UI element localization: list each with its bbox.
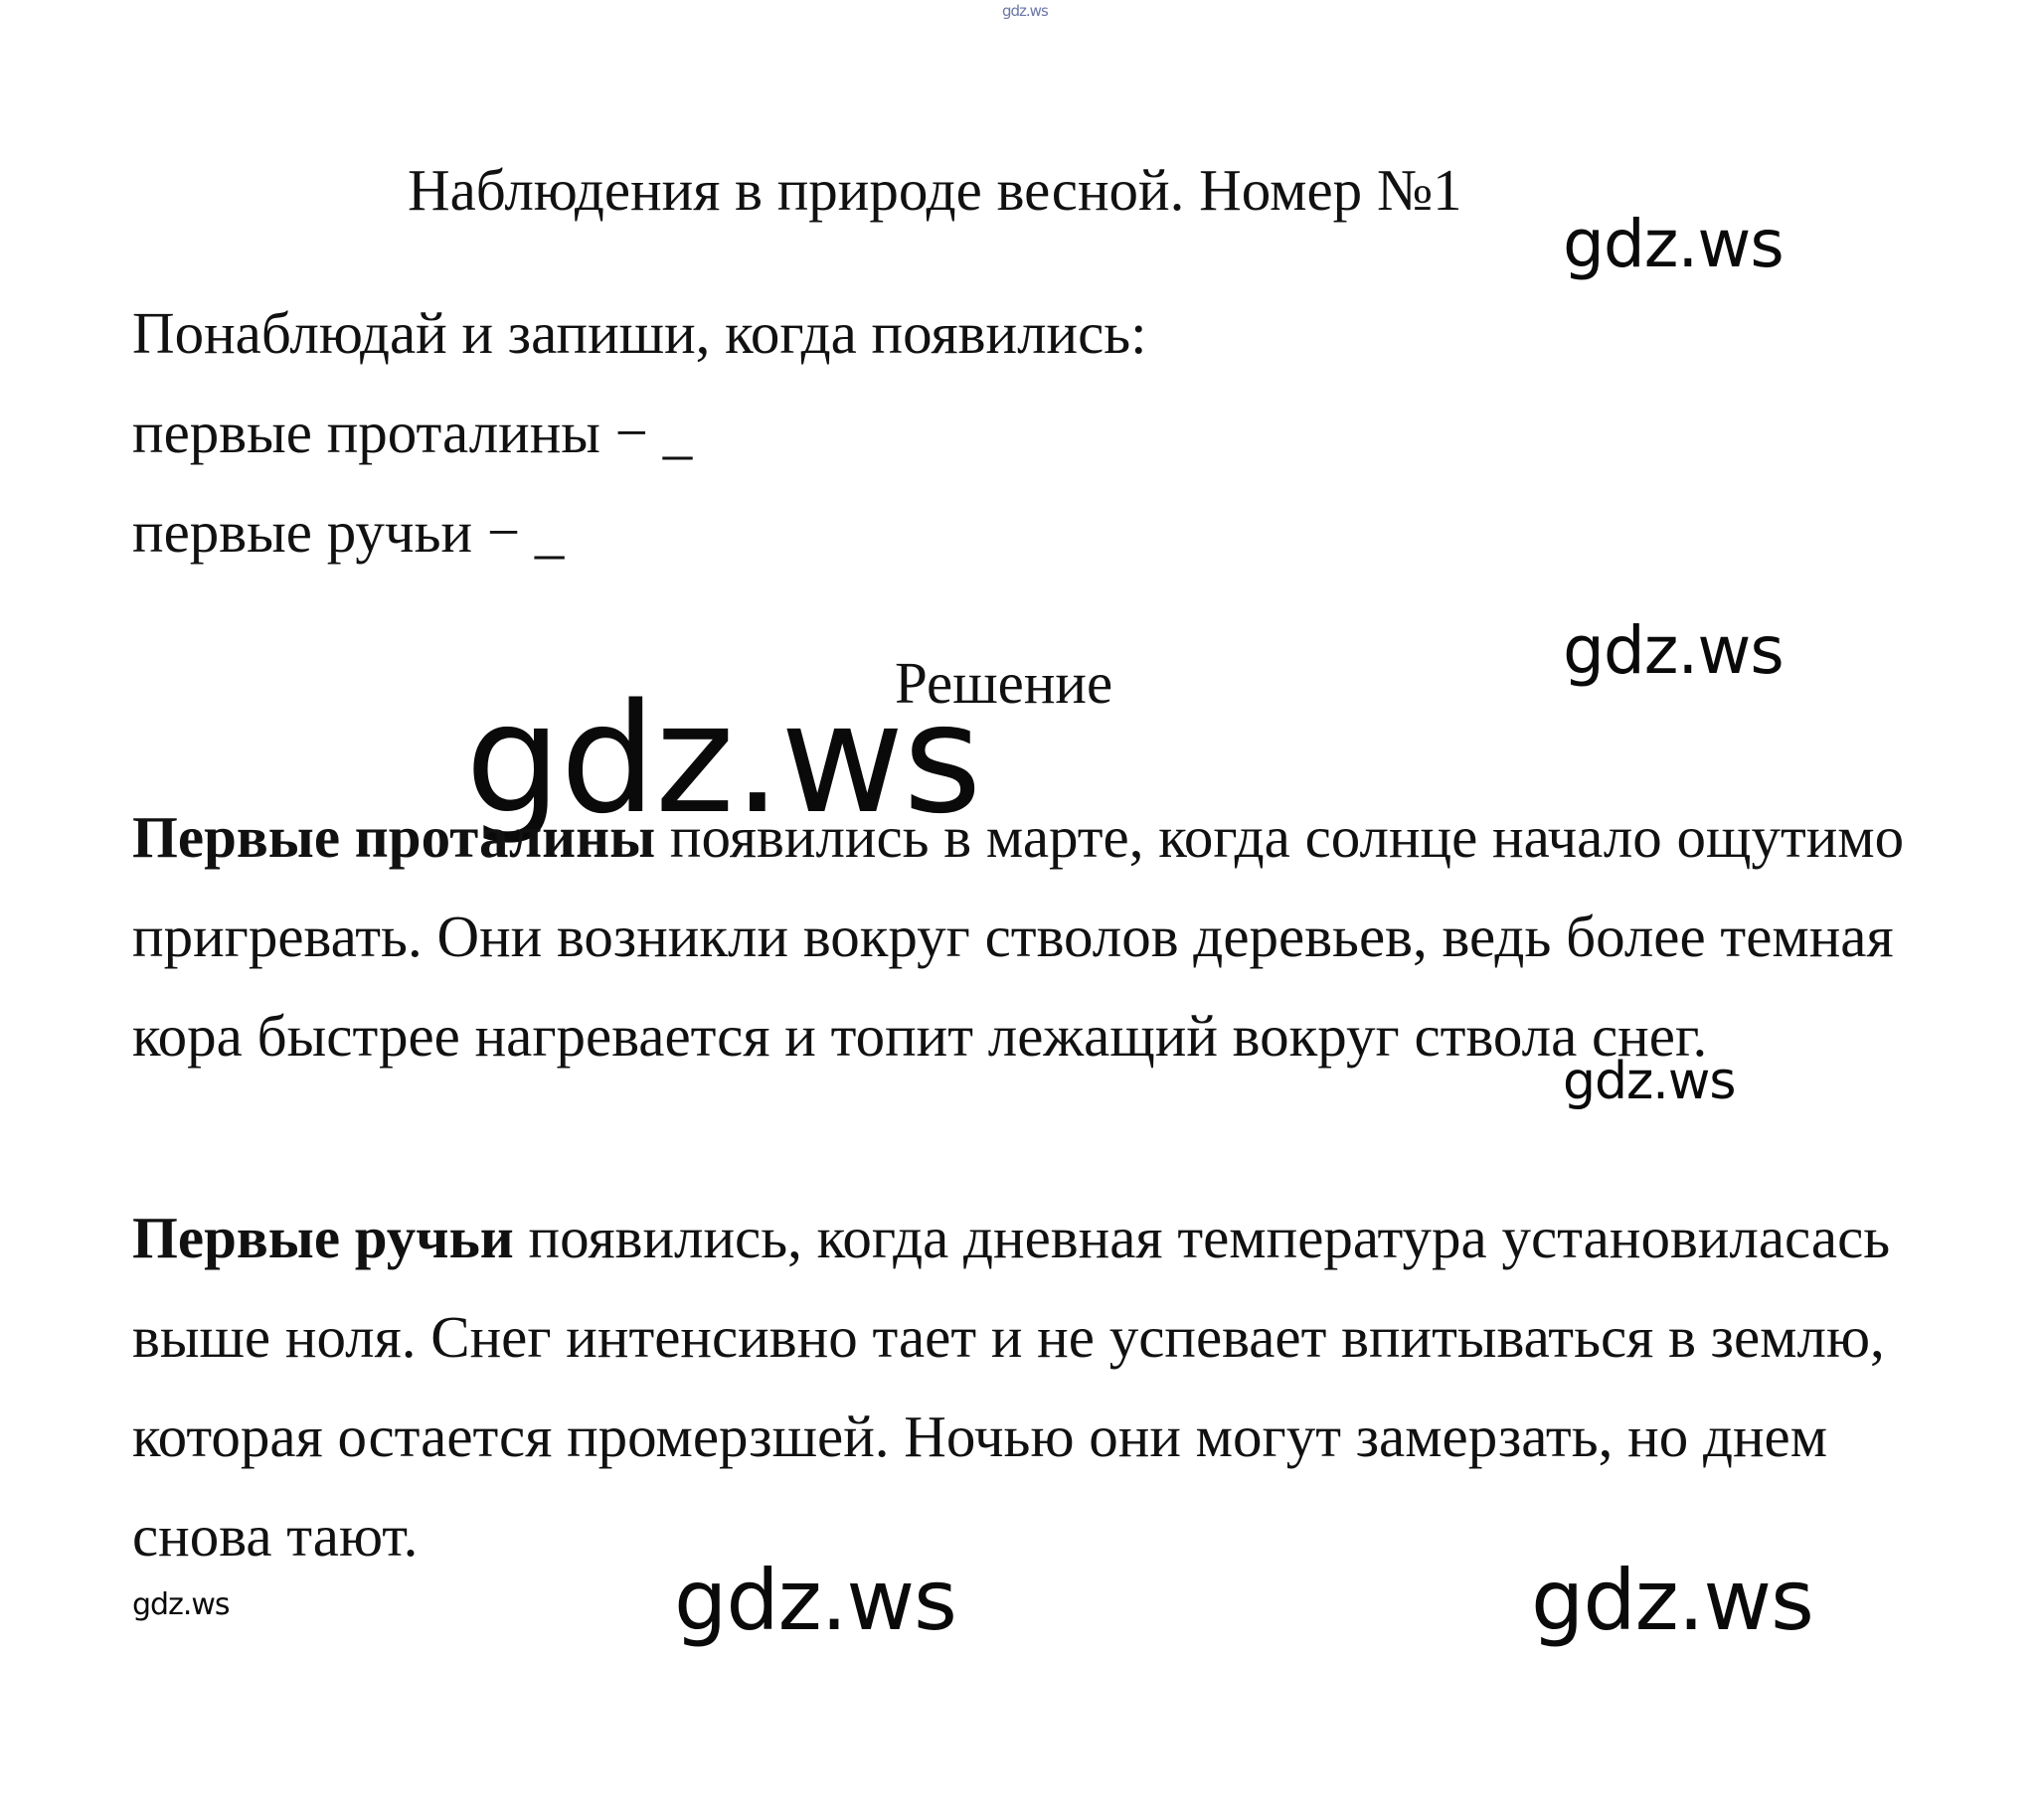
solution-text-streams: появились, когда дневная температура установиласась выше ноля. Снег интенсивно тает и не успевает впитываться в землю, которая остается промерзшей. Ночью они могут замерзать, но днем снова тают. <box>132 1205 1891 1569</box>
watermark-bottom-right: gdz.ws <box>1531 1552 1813 1649</box>
solution-paragraph-thaw <box>132 787 1942 1085</box>
solution-text-thaw: появились в марте, когда солнце начало ощутимо пригревать. Они возникли вокруг стволов деревьев, ведь более темная кора быстрее нагревается и топит лежащий вокруг ствола снег. <box>132 804 1905 1069</box>
watermark-small: gdz.ws <box>132 1587 230 1622</box>
solution-heading: Решение <box>895 650 1113 716</box>
watermark-big: gdz.ws <box>465 671 981 847</box>
watermark-bottom-left: gdz.ws <box>674 1552 956 1649</box>
task-prompt: Понаблюдай и запиши, когда появились: <box>132 300 1147 366</box>
watermark-1: gdz.ws <box>1563 206 1784 282</box>
watermark-2: gdz.ws <box>1563 612 1784 689</box>
solution-paragraph-streams <box>132 1188 1942 1585</box>
task-title: Наблюдения в природе весной. Номер №1 <box>408 157 1462 223</box>
solution-term-thaw: Первые проталины <box>132 804 656 870</box>
watermark-3: gdz.ws <box>1563 1052 1736 1111</box>
watermark-top: gdz.ws <box>1002 2 1048 20</box>
solution-term-streams: Первые ручьи <box>132 1205 514 1270</box>
task-item-thaw: первые проталины − _ <box>132 400 693 465</box>
task-item-streams: первые ручьи − _ <box>132 499 565 565</box>
